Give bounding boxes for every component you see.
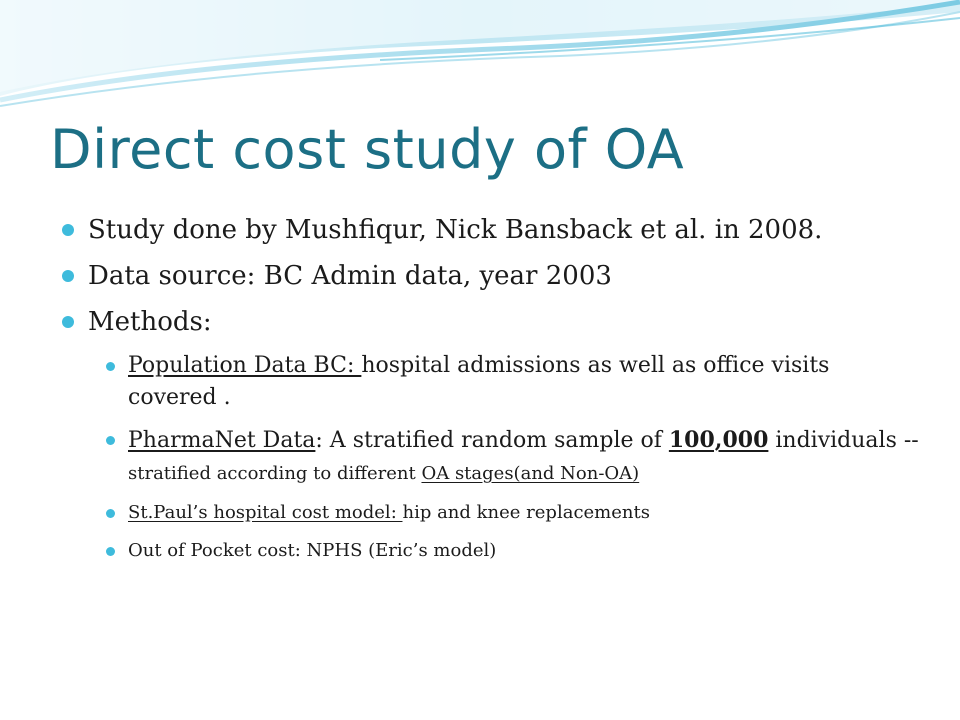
bullet-study <box>60 212 920 248</box>
pharmanet-data-label: PharmaNet Data <box>128 428 316 453</box>
out-of-pocket-text: Out of Pocket cost: NPHS (Eric’s model) <box>128 540 497 561</box>
population-data-label: Population Data BC: <box>128 353 362 378</box>
pharmanet-stratified-text: stratified according to different <box>128 463 422 484</box>
subbullet-dot-icon <box>106 436 115 445</box>
bullet-dot-icon <box>62 270 74 282</box>
subbullet-dot-icon <box>106 362 115 371</box>
pharmanet-individuals-text: individuals -- <box>768 428 919 453</box>
bullet-study-text: Study done by Mushfiqur, Nick Bansback et al. in 2008. <box>88 215 823 245</box>
population-data-text: hospital admissions as well as office visits covered . <box>128 353 830 410</box>
subbullet-population-data <box>60 350 920 414</box>
subbullet-out-of-pocket <box>60 538 920 564</box>
bullet-dot-icon <box>62 224 74 236</box>
header-wave-decoration <box>0 0 960 120</box>
sample-size-number: 100,000 <box>668 427 769 453</box>
pharmanet-data-text: : A stratified random sample of <box>315 428 669 453</box>
oa-stages-text: OA stages(and Non-OA) <box>421 463 640 484</box>
bullet-methods-text: Methods: <box>88 307 212 337</box>
bullet-list <box>60 212 920 576</box>
bullet-data-source <box>60 258 920 294</box>
subbullet-dot-icon <box>106 509 115 518</box>
bullet-data-source-text: Data source: BC Admin data, year 2003 <box>88 261 612 291</box>
stpaul-model-text: hip and knee replacements <box>402 502 650 523</box>
subbullet-pharmanet-data <box>60 424 920 490</box>
subbullet-dot-icon <box>106 547 115 556</box>
slide-title: Direct cost study of OA <box>50 118 685 181</box>
stpaul-model-label: St.Paul’s hospital cost model: <box>128 502 403 523</box>
subbullet-stpaul-model <box>60 500 920 526</box>
bullet-methods <box>60 304 920 340</box>
bullet-dot-icon <box>62 316 74 328</box>
